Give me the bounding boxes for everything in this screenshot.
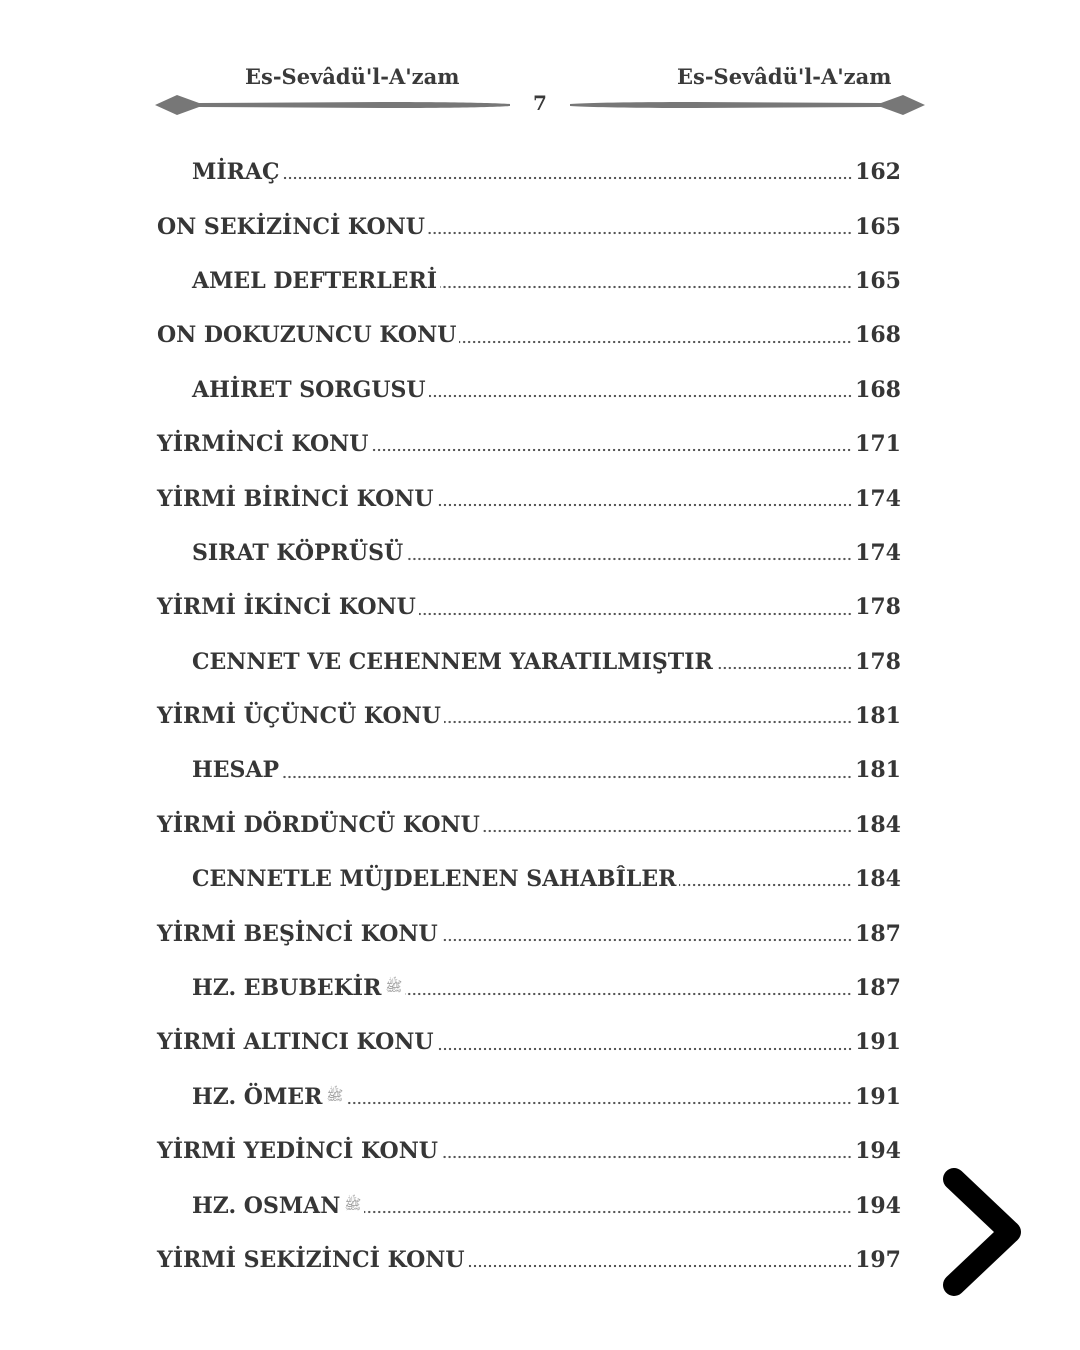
toc-entry-title: YİRMİNCİ KONU — [157, 431, 369, 458]
toc-entry[interactable] — [0, 580, 1080, 634]
toc-entry-title: MİRAÇ — [192, 159, 280, 186]
toc-page-number: 168 — [855, 376, 901, 403]
toc-entry-title: AMEL DEFTERLERİ — [192, 267, 438, 294]
dot-leader — [283, 176, 853, 180]
toc-entry-title: CENNETLE MÜJDELENEN SAHABÎLER — [192, 866, 677, 893]
toc-page-number: 191 — [855, 1083, 901, 1110]
toc-page-number: 165 — [855, 267, 901, 294]
header-rule-left-ornament — [155, 92, 513, 118]
toc-entry-title: SIRAT KÖPRÜSÜ — [192, 539, 404, 566]
toc-page-number: 181 — [855, 703, 901, 730]
running-head-left: Es-Sevâdü'l-A'zam — [245, 64, 460, 89]
dot-leader — [346, 1101, 852, 1105]
toc-page-number: 165 — [855, 213, 901, 240]
dot-leader — [679, 883, 852, 887]
dot-leader — [437, 1047, 853, 1051]
toc-entry-title: YİRMİ SEKİZİNCİ KONU — [157, 1247, 465, 1273]
toc-entry-title: AHİRET SORGUSU — [192, 376, 426, 403]
toc-entry-title: YİRMİ ÜÇÜNCÜ KONU — [157, 703, 441, 730]
toc-subentry[interactable] — [0, 1070, 1080, 1124]
dot-leader — [440, 285, 852, 289]
toc-entry[interactable] — [0, 471, 1080, 525]
honorific-symbol-icon: ﷺ — [326, 1087, 344, 1104]
toc-page-number: 181 — [855, 757, 901, 784]
dot-leader — [282, 775, 852, 779]
header-rule-right-ornament — [570, 92, 925, 118]
toc-entry-title: HZ. EBUBEKİR — [192, 975, 382, 1002]
dot-leader — [468, 1264, 853, 1268]
honorific-symbol-icon: ﷺ — [344, 1196, 362, 1213]
toc-subentry[interactable] — [0, 1178, 1080, 1232]
dot-leader — [405, 992, 852, 996]
toc-entry-title: YİRMİ İKİNCİ KONU — [157, 594, 416, 621]
toc-page-number: 174 — [855, 539, 901, 566]
toc-page-number: 194 — [855, 1138, 901, 1165]
toc-page-number: 197 — [855, 1247, 901, 1273]
toc-entry-title: HESAP — [192, 757, 280, 784]
toc-entry-title: YİRMİ BEŞİNCİ KONU — [157, 920, 438, 947]
toc-entry-title: CENNET VE CEHENNEM YARATILMIŞTIR — [192, 648, 713, 675]
toc-subentry[interactable] — [0, 145, 1080, 199]
toc-entry[interactable] — [0, 1233, 1080, 1287]
dot-leader — [429, 394, 852, 398]
toc-subentry[interactable] — [0, 363, 1080, 417]
table-of-contents — [0, 145, 1080, 1287]
dot-leader — [483, 829, 852, 833]
dot-leader — [444, 720, 852, 724]
honorific-symbol-icon: ﷺ — [385, 979, 403, 996]
toc-entry-title: ON SEKİZİNCİ KONU — [157, 213, 425, 240]
toc-entry-title: HZ. ÖMER — [192, 1083, 323, 1110]
toc-page-number: 178 — [855, 648, 901, 675]
toc-page-number: 184 — [855, 811, 901, 838]
toc-subentry[interactable] — [0, 961, 1080, 1015]
toc-page-number: 171 — [855, 431, 901, 458]
toc-entry[interactable] — [0, 417, 1080, 471]
toc-entry[interactable] — [0, 689, 1080, 743]
page-number: 7 — [533, 91, 547, 115]
toc-entry[interactable] — [0, 308, 1080, 362]
dot-leader — [437, 503, 852, 507]
toc-entry[interactable] — [0, 906, 1080, 960]
toc-entry-title: YİRMİ ALTINCI KONU — [157, 1029, 434, 1056]
dot-leader — [364, 1210, 852, 1214]
toc-subentry[interactable] — [0, 743, 1080, 797]
toc-entry[interactable] — [0, 1124, 1080, 1178]
dot-leader — [459, 340, 852, 344]
dot-leader — [441, 1155, 852, 1159]
toc-entry-title: YİRMİ YEDİNCİ KONU — [157, 1138, 438, 1165]
toc-page-number: 178 — [855, 594, 901, 621]
toc-page-number: 187 — [855, 920, 901, 947]
dot-leader — [441, 938, 852, 942]
toc-page-number: 194 — [855, 1192, 901, 1219]
toc-subentry[interactable] — [0, 254, 1080, 308]
toc-page-number: 174 — [855, 485, 901, 512]
toc-page-number: 191 — [855, 1029, 901, 1056]
toc-subentry[interactable] — [0, 526, 1080, 580]
toc-entry[interactable] — [0, 199, 1080, 253]
toc-subentry[interactable] — [0, 635, 1080, 689]
dot-leader — [406, 557, 852, 561]
toc-entry[interactable] — [0, 1015, 1080, 1069]
running-head-right: Es-Sevâdü'l-A'zam — [677, 64, 892, 89]
toc-subentry[interactable] — [0, 852, 1080, 906]
dot-leader — [716, 666, 852, 670]
toc-page-number: 168 — [855, 322, 901, 349]
dot-leader — [428, 231, 852, 235]
toc-entry[interactable] — [0, 798, 1080, 852]
dot-leader — [419, 612, 852, 616]
toc-entry-title: YİRMİ DÖRDÜNCÜ KONU — [157, 811, 480, 838]
toc-entry-title: ON DOKUZUNCU KONU — [157, 322, 457, 349]
toc-entry-title: HZ. OSMAN — [192, 1192, 341, 1219]
dot-leader — [371, 448, 852, 452]
toc-page-number: 184 — [855, 866, 901, 893]
toc-entry-title: YİRMİ BİRİNCİ KONU — [157, 485, 434, 512]
chevron-right-icon[interactable] — [932, 1157, 1032, 1307]
toc-page-number: 187 — [855, 975, 901, 1002]
toc-page-number: 162 — [855, 159, 901, 186]
